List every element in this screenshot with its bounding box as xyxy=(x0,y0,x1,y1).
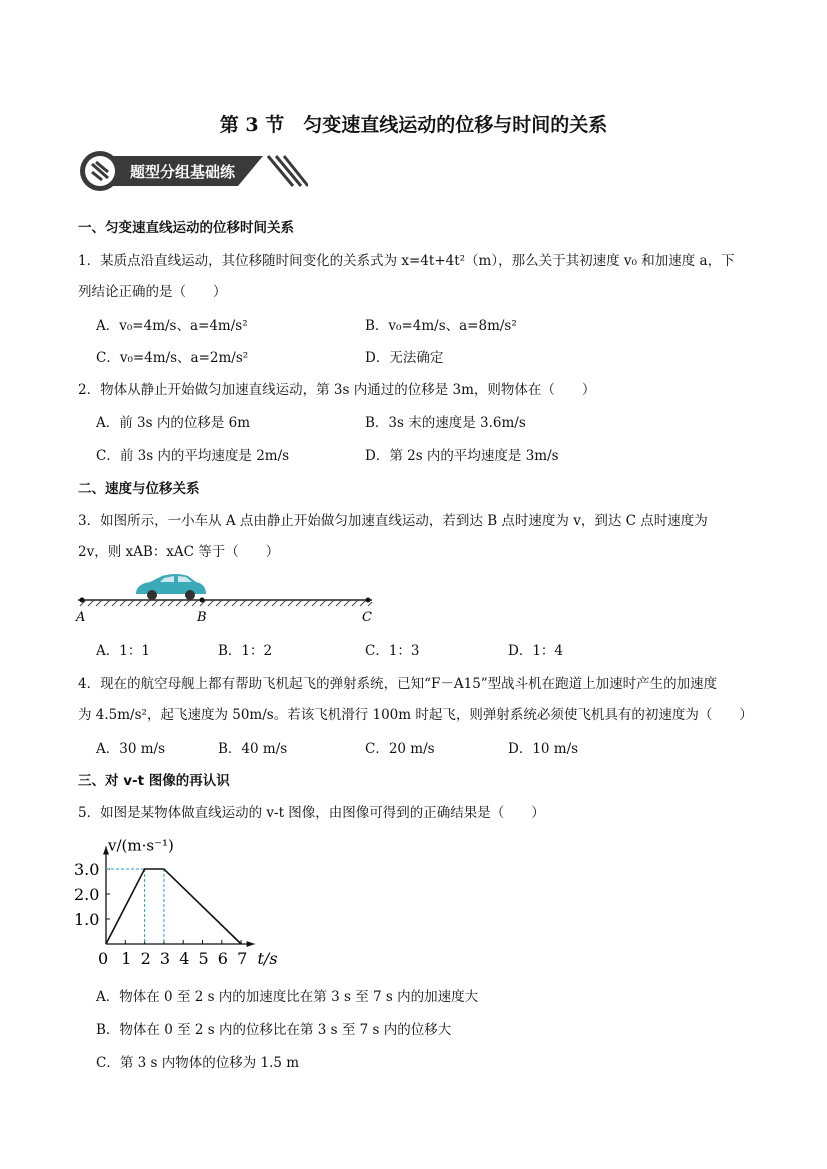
y-tick-label: 2.0 xyxy=(74,885,100,904)
x-tick-label: 7 xyxy=(237,949,248,968)
x-tick-label: 3 xyxy=(159,949,171,968)
point-label-a: A xyxy=(76,610,86,625)
x-tick-label: 5 xyxy=(198,949,209,968)
option: A．30 m/s xyxy=(96,741,165,757)
option: D．第 2s 内的平均速度是 3m/s xyxy=(365,448,559,464)
option: D．无法确定 xyxy=(365,350,444,366)
section-heading: 二、速度与位移关系 xyxy=(78,481,200,497)
section-heading: 一、匀变速直线运动的位移时间关系 xyxy=(78,220,294,236)
question-2-text: 2．物体从静止开始做匀加速直线运动，第 3s 内通过的位移是 3m，则物体在（ ） xyxy=(78,382,596,398)
y-axis-label: v/(m·s⁻¹) xyxy=(108,836,174,855)
x-tick-label: 6 xyxy=(217,949,228,968)
x-axis-arrow-icon xyxy=(247,941,255,947)
x-axis-label: t/s xyxy=(257,949,278,968)
x-tick-label: 2 xyxy=(140,949,151,968)
question-3-text: 2v，则 xAB：xAC 等于（ ） xyxy=(78,544,280,560)
option: D．1：4 xyxy=(508,643,564,659)
section-banner xyxy=(78,150,308,192)
option: A．物体在 0 至 2 s 内的加速度比在第 3 s 至 7 s 内的加速度大 xyxy=(96,989,479,1005)
section-heading: 三、对 v-t 图像的再认识 xyxy=(78,773,230,789)
y-tick-label: 1.0 xyxy=(74,910,100,929)
car-icon xyxy=(136,574,206,600)
option: B．1：2 xyxy=(218,643,273,659)
option: B．v₀=4m/s、a=8m/s² xyxy=(365,318,517,334)
question-3-text: 3．如图所示，一小车从 A 点由静止开始做匀加速直线运动，若到达 B 点时速度为 v，到达 C 点时速度为 xyxy=(78,513,708,529)
question-1-text: 列结论正确的是（ ） xyxy=(78,284,227,300)
x-tick-label: 4 xyxy=(179,949,190,968)
page-title: 第 3 节 匀变速直线运动的位移与时间的关系 xyxy=(219,114,608,136)
option: A．前 3s 内的位移是 6m xyxy=(96,415,251,431)
velocity-line xyxy=(106,869,241,944)
banner-label: 题型分组基础练 xyxy=(130,163,236,181)
option: A．1：1 xyxy=(96,643,150,659)
option: B．物体在 0 至 2 s 内的位移比在第 3 s 至 7 s 内的位移大 xyxy=(96,1022,452,1038)
option: C．v₀=4m/s、a=2m/s² xyxy=(96,350,249,366)
question-4-text: 4．现在的航空母舰上都有帮助飞机起飞的弹射系统，已知“F－A15”型战斗机在跑道上加速时产生的加速度 xyxy=(78,676,718,692)
x-tick-label: 0 xyxy=(98,949,109,968)
option: C．1：3 xyxy=(365,643,420,659)
x-tick-label: 1 xyxy=(121,949,132,968)
car-track-figure xyxy=(70,568,390,628)
question-4-text: 为 4.5m/s²，起飞速度为 50m/s。若该飞机滑行 100m 时起飞，则弹射系统必须使飞机具有的初速度为（ ） xyxy=(78,707,753,723)
option: B．3s 末的速度是 3.6m/s xyxy=(365,415,526,431)
option: C．20 m/s xyxy=(365,741,435,757)
y-tick-label: 3.0 xyxy=(74,860,100,879)
question-5-text: 5．如图是某物体做直线运动的 v-t 图像，由图像可得到的正确结果是（ ） xyxy=(78,805,545,821)
option: B．40 m/s xyxy=(218,741,288,757)
option: A．v₀=4m/s、a=4m/s² xyxy=(96,318,248,334)
option: D．10 m/s xyxy=(508,741,579,757)
vt-chart xyxy=(70,820,290,980)
track-hatch xyxy=(80,600,372,606)
question-1-text: 1．某质点沿直线运动，其位移随时间变化的关系式为 x=4t+4t²（m），那么关于其初速度 v₀ 和加速度 a，下 xyxy=(78,253,735,269)
point-label-c: C xyxy=(362,610,372,625)
option: C．第 3 s 内物体的位移为 1.5 m xyxy=(96,1055,300,1071)
option: C．前 3s 内的平均速度是 2m/s xyxy=(96,448,290,464)
point-label-b: B xyxy=(197,610,207,625)
